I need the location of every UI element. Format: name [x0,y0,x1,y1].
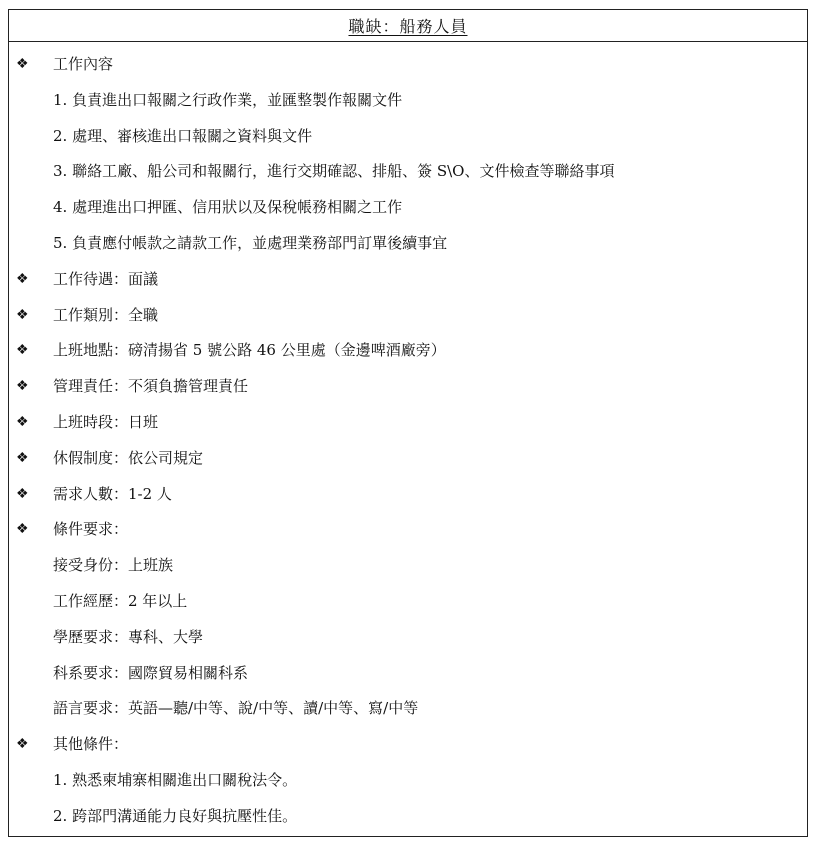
job-details [9,50,807,838]
list-item: 語言要求：英語—聽/中等、說/中等、讀/中等、寫/中等 [53,699,419,718]
list-item: 2. 跨部門溝通能力良好與抗壓性佳。 [53,806,298,825]
diamond-bullet-icon: ❖ [16,449,29,466]
diamond-bullet-icon: ❖ [16,378,29,395]
list-item: 學歷要求：專科、大學 [53,627,204,646]
diamond-bullet-icon: ❖ [16,306,29,323]
diamond-bullet-icon: ❖ [16,521,29,538]
section-leave: ❖ 休假制度：依公司規定 [9,444,807,480]
list-item: 2. 處理、審核進出口報關之資料與文件 [53,126,313,145]
diamond-bullet-icon: ❖ [16,56,29,72]
job-posting-frame [8,9,808,837]
section-shift: ❖ 上班時段：日班 [9,408,807,444]
section-location: ❖ 上班地點：磅清揚省 5 號公路 46 公里處（金邊啤酒廠旁） [9,336,807,372]
section-salary: ❖ 工作待遇：面議 [9,265,807,301]
section-label: 其他條件： [53,735,129,754]
page-title: 職缺：船務人員 [348,17,468,36]
list-item: 接受身份：上班族 [53,556,174,575]
diamond-bullet-icon: ❖ [16,270,29,287]
list-item: 1. 負責進出口報關之行政作業，並匯整製作報關文件 [53,90,403,109]
diamond-bullet-icon: ❖ [16,413,29,430]
diamond-bullet-icon: ❖ [16,736,29,753]
list-item: 5. 負責應付帳款之請款工作，並處理業務部門訂單後續事宜 [53,233,448,252]
list-item: 4. 處理進出口押匯、信用狀以及保稅帳務相關之工作 [53,198,403,217]
list-item: 工作經歷：2 年以上 [53,591,188,610]
list-item: 科系要求：國際貿易相關科系 [53,663,249,682]
diamond-bullet-icon: ❖ [16,485,29,502]
title-row [9,10,807,42]
list-item: 3. 聯絡工廠、船公司和報關行，進行交期確認、排船、簽 S\O、文件檢查等聯絡事項 [53,162,615,181]
section-label: 工作內容 [53,55,114,73]
section-other [9,730,807,766]
section-work-content [9,50,807,86]
section-requirements [9,515,807,551]
section-headcount: ❖ 需求人數：1-2 人 [9,480,807,516]
section-label: 條件要求： [53,520,129,539]
list-item: 1. 熟悉柬埔寨相關進出口關稅法令。 [53,770,298,789]
diamond-bullet-icon: ❖ [16,342,29,359]
section-management: ❖ 管理責任：不須負擔管理責任 [9,372,807,408]
section-job-type: ❖ 工作類別：全職 [9,301,807,337]
